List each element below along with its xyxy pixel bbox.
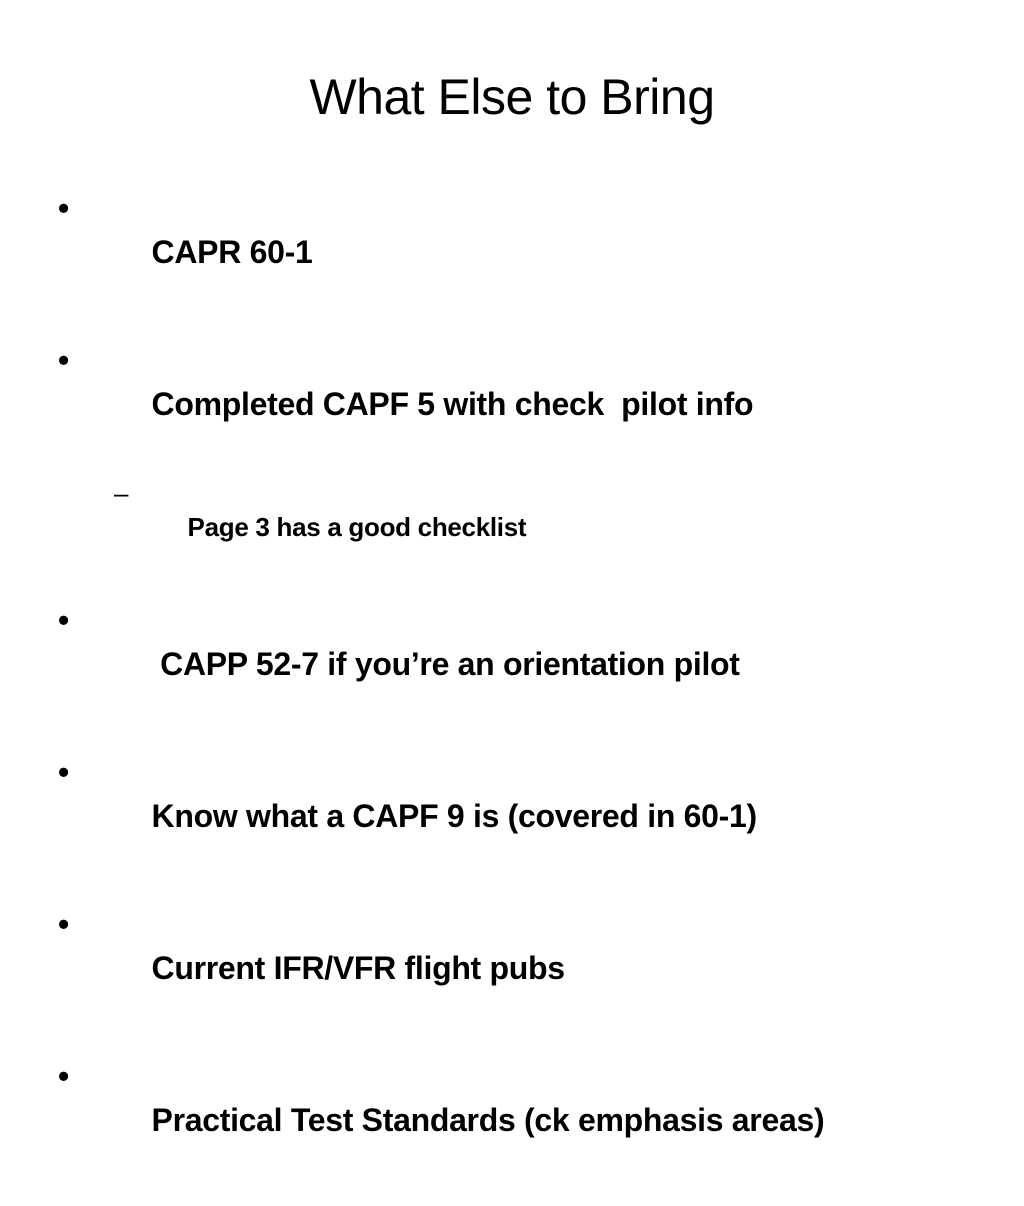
bullet-marker: • xyxy=(58,906,69,942)
bullet-marker: • xyxy=(58,342,69,378)
bullet-item xyxy=(58,186,978,318)
bullet-marker: • xyxy=(58,754,69,790)
bullet-item xyxy=(58,1054,978,1186)
bullet-text: CAPP 52-7 if you’re an orientation pilot xyxy=(151,646,740,682)
bullet-item xyxy=(58,338,978,470)
bullet-text: Know what a CAPF 9 is (covered in 60-1) xyxy=(151,798,757,834)
bullet-text: Completed CAPF 5 with check pilot info xyxy=(151,386,754,422)
bullet-item xyxy=(58,750,978,882)
bullet-list xyxy=(58,186,978,1206)
slide-title: What Else to Bring xyxy=(309,69,715,125)
bullet-item xyxy=(58,902,978,1034)
bullet-text: Practical Test Standards (ck emphasis areas) xyxy=(151,1102,825,1138)
bullet-text: Current IFR/VFR flight pubs xyxy=(151,950,565,986)
sub-bullet-item xyxy=(114,476,978,578)
sub-bullet-marker: – xyxy=(114,478,129,508)
bullet-item xyxy=(58,598,978,730)
bullet-text: CAPR 60-1 xyxy=(151,234,313,270)
bullet-marker: • xyxy=(58,602,69,638)
bullet-marker: • xyxy=(58,1058,69,1094)
sub-bullet-text: Page 3 has a good checklist xyxy=(187,512,527,542)
bullet-marker: • xyxy=(58,190,69,226)
